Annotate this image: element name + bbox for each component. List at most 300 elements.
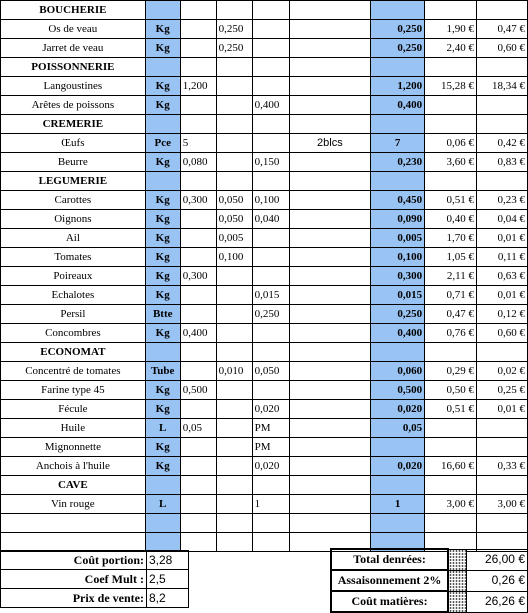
qty-3-cell[interactable] <box>252 39 289 58</box>
item-name[interactable]: Echalotes <box>1 286 146 305</box>
unit-cell[interactable] <box>145 476 180 495</box>
unit-price-cell[interactable] <box>425 172 477 191</box>
unit-cell[interactable]: Kg <box>145 96 180 115</box>
qty-4-cell[interactable] <box>289 343 371 362</box>
qty-4-cell[interactable] <box>289 191 371 210</box>
coef-mult-value[interactable]: 2,5 <box>147 570 189 589</box>
qty-1-cell[interactable] <box>180 229 216 248</box>
unit-cell[interactable]: L <box>145 495 180 514</box>
total-qty-cell[interactable]: 0,060 <box>371 362 425 381</box>
ingredient-row <box>1 77 528 96</box>
qty-3-cell[interactable] <box>252 134 289 153</box>
qty-3-cell[interactable] <box>252 533 289 552</box>
section-header-row <box>1 172 528 191</box>
item-name[interactable]: Persil <box>1 305 146 324</box>
summary-row-cout-matieres <box>331 591 528 612</box>
cost-summary-right <box>330 548 528 613</box>
qty-2-cell[interactable]: 0,050 <box>216 210 252 229</box>
qty-3-cell[interactable] <box>252 229 289 248</box>
sheet-body <box>1 1 528 552</box>
qty-2-cell[interactable]: 0,100 <box>216 248 252 267</box>
unit-price-cell[interactable]: 2,40 € <box>425 39 477 58</box>
total-qty-cell[interactable]: 7 <box>371 134 425 153</box>
qty-1-cell[interactable] <box>180 400 216 419</box>
qty-1-cell[interactable]: 5 <box>180 134 216 153</box>
unit-cell[interactable]: Kg <box>145 457 180 476</box>
total-qty-cell[interactable] <box>371 438 425 457</box>
qty-1-cell[interactable] <box>180 514 216 533</box>
section-title[interactable]: BOUCHERIE <box>1 1 146 20</box>
unit-cell[interactable] <box>145 533 180 552</box>
dotted-separator <box>448 549 466 570</box>
total-qty-cell[interactable]: 0,230 <box>371 153 425 172</box>
unit-price-cell[interactable]: 0,47 € <box>425 305 477 324</box>
item-name[interactable]: Concombres <box>1 324 146 343</box>
section-title[interactable]: CAVE <box>1 476 146 495</box>
item-name[interactable]: Arêtes de poissons <box>1 96 146 115</box>
qty-4-cell[interactable] <box>289 495 371 514</box>
unit-cell[interactable]: Kg <box>145 381 180 400</box>
total-price-cell[interactable] <box>477 115 528 134</box>
total-price-cell[interactable] <box>477 476 528 495</box>
unit-cell[interactable] <box>145 1 180 20</box>
qty-2-cell[interactable] <box>216 286 252 305</box>
unit-price-cell[interactable]: 0,06 € <box>425 134 477 153</box>
qty-3-cell[interactable] <box>252 476 289 495</box>
section-header-row <box>1 476 528 495</box>
item-name[interactable]: Os de veau <box>1 20 146 39</box>
total-price-cell[interactable]: 0,02 € <box>477 362 528 381</box>
qty-2-cell[interactable] <box>216 343 252 362</box>
qty-3-cell[interactable]: 1 <box>252 495 289 514</box>
qty-1-cell[interactable]: 0,400 <box>180 324 216 343</box>
qty-1-cell[interactable] <box>180 1 216 20</box>
total-denrees-label: Total denrées: <box>331 549 448 570</box>
total-price-cell[interactable]: 0,01 € <box>477 400 528 419</box>
qty-4-cell[interactable] <box>289 381 371 400</box>
total-price-cell[interactable] <box>477 58 528 77</box>
qty-3-cell[interactable] <box>252 514 289 533</box>
qty-2-cell[interactable] <box>216 514 252 533</box>
total-qty-cell[interactable]: 0,400 <box>371 324 425 343</box>
total-qty-cell[interactable] <box>371 343 425 362</box>
qty-1-cell[interactable]: 0,300 <box>180 191 216 210</box>
qty-1-cell[interactable] <box>180 248 216 267</box>
unit-price-cell[interactable]: 0,50 € <box>425 381 477 400</box>
total-qty-cell[interactable]: 0,300 <box>371 267 425 286</box>
total-price-cell[interactable] <box>477 514 528 533</box>
section-header-row <box>1 1 528 20</box>
total-price-cell[interactable]: 0,01 € <box>477 229 528 248</box>
qty-1-cell[interactable] <box>180 343 216 362</box>
qty-3-cell[interactable]: 0,250 <box>252 305 289 324</box>
total-qty-cell[interactable]: 0,400 <box>371 96 425 115</box>
unit-price-cell[interactable]: 0,40 € <box>425 210 477 229</box>
qty-1-cell[interactable] <box>180 362 216 381</box>
total-price-cell[interactable] <box>477 419 528 438</box>
total-price-cell[interactable]: 0,12 € <box>477 305 528 324</box>
unit-cell[interactable] <box>145 172 180 191</box>
total-price-cell[interactable]: 0,04 € <box>477 210 528 229</box>
total-qty-cell[interactable] <box>371 172 425 191</box>
total-price-cell[interactable]: 0,23 € <box>477 191 528 210</box>
ingredient-row <box>1 381 528 400</box>
ingredient-row <box>1 248 528 267</box>
unit-price-cell[interactable]: 3,60 € <box>425 153 477 172</box>
qty-2-cell[interactable] <box>216 115 252 134</box>
qty-2-cell[interactable] <box>216 1 252 20</box>
ingredient-row <box>1 438 528 457</box>
qty-2-cell[interactable] <box>216 77 252 96</box>
total-price-cell[interactable]: 0,33 € <box>477 457 528 476</box>
section-header-row <box>1 343 528 362</box>
total-qty-cell[interactable] <box>371 514 425 533</box>
qty-1-cell[interactable] <box>180 115 216 134</box>
total-qty-cell[interactable]: 0,250 <box>371 39 425 58</box>
unit-price-cell[interactable]: 2,11 € <box>425 267 477 286</box>
ingredient-row <box>1 191 528 210</box>
item-name[interactable]: Huile <box>1 419 146 438</box>
qty-4-cell[interactable] <box>289 267 371 286</box>
item-name[interactable]: Langoustines <box>1 77 146 96</box>
item-name[interactable]: Œufs <box>1 134 146 153</box>
total-qty-cell[interactable]: 1 <box>371 495 425 514</box>
unit-cell[interactable]: Kg <box>145 400 180 419</box>
total-qty-cell[interactable]: 0,450 <box>371 191 425 210</box>
qty-1-cell[interactable] <box>180 457 216 476</box>
qty-4-cell[interactable] <box>289 58 371 77</box>
qty-3-cell[interactable] <box>252 343 289 362</box>
unit-price-cell[interactable] <box>425 58 477 77</box>
qty-3-cell[interactable] <box>252 324 289 343</box>
total-price-cell[interactable]: 0,83 € <box>477 153 528 172</box>
cout-portion-label: Coût portion: <box>1 551 147 570</box>
unit-cell[interactable]: Kg <box>145 286 180 305</box>
qty-3-cell[interactable]: 0,015 <box>252 286 289 305</box>
total-price-cell[interactable] <box>477 1 528 20</box>
item-name[interactable]: Concentré de tomates <box>1 362 146 381</box>
item-name[interactable]: Ail <box>1 229 146 248</box>
total-qty-cell[interactable]: 0,090 <box>371 210 425 229</box>
unit-cell[interactable]: Kg <box>145 267 180 286</box>
qty-2-cell[interactable] <box>216 381 252 400</box>
ingredient-row <box>1 134 528 153</box>
unit-cell[interactable]: Kg <box>145 229 180 248</box>
qty-1-cell[interactable] <box>180 533 216 552</box>
qty-3-cell[interactable]: 0,020 <box>252 400 289 419</box>
qty-1-cell[interactable] <box>180 39 216 58</box>
unit-price-cell[interactable]: 0,71 € <box>425 286 477 305</box>
qty-3-cell[interactable] <box>252 115 289 134</box>
qty-2-cell[interactable] <box>216 267 252 286</box>
qty-3-cell[interactable]: 0,400 <box>252 96 289 115</box>
total-qty-cell[interactable]: 0,020 <box>371 457 425 476</box>
total-price-cell[interactable]: 0,63 € <box>477 267 528 286</box>
qty-4-cell[interactable] <box>289 229 371 248</box>
qty-2-cell[interactable] <box>216 58 252 77</box>
total-qty-cell[interactable]: 0,500 <box>371 381 425 400</box>
total-price-cell[interactable]: 0,11 € <box>477 248 528 267</box>
unit-price-cell[interactable]: 15,28 € <box>425 77 477 96</box>
unit-cell[interactable]: Kg <box>145 77 180 96</box>
qty-1-cell[interactable]: 0,05 <box>180 419 216 438</box>
ingredient-row <box>1 305 528 324</box>
unit-cell[interactable]: Kg <box>145 210 180 229</box>
ingredient-row <box>1 153 528 172</box>
ingredient-row <box>1 20 528 39</box>
unit-price-cell[interactable]: 16,60 € <box>425 457 477 476</box>
assaisonnement-label: Assaisonnement 2% <box>331 570 448 591</box>
unit-cell[interactable]: Kg <box>145 153 180 172</box>
qty-4-cell[interactable] <box>289 39 371 58</box>
qty-3-cell[interactable]: 0,050 <box>252 362 289 381</box>
unit-cell[interactable]: L <box>145 419 180 438</box>
qty-2-cell[interactable] <box>216 134 252 153</box>
unit-cell[interactable]: Pce <box>145 134 180 153</box>
item-name[interactable]: Tomates <box>1 248 146 267</box>
qty-2-cell[interactable]: 0,250 <box>216 39 252 58</box>
qty-2-cell[interactable] <box>216 533 252 552</box>
qty-1-cell[interactable]: 0,080 <box>180 153 216 172</box>
qty-4-cell[interactable] <box>289 438 371 457</box>
total-price-cell[interactable]: 0,42 € <box>477 134 528 153</box>
qty-3-cell[interactable]: 0,100 <box>252 191 289 210</box>
qty-3-cell[interactable] <box>252 1 289 20</box>
unit-cell[interactable]: Kg <box>145 438 180 457</box>
qty-2-cell[interactable] <box>216 400 252 419</box>
section-title[interactable]: CREMERIE <box>1 115 146 134</box>
item-name[interactable] <box>1 533 146 552</box>
unit-price-cell[interactable]: 0,76 € <box>425 324 477 343</box>
qty-4-cell[interactable] <box>289 96 371 115</box>
item-name[interactable]: Vin rouge <box>1 495 146 514</box>
item-name[interactable]: Jarret de veau <box>1 39 146 58</box>
total-price-cell[interactable]: 0,47 € <box>477 20 528 39</box>
qty-1-cell[interactable] <box>180 438 216 457</box>
section-title[interactable]: POISSONNERIE <box>1 58 146 77</box>
unit-price-cell[interactable] <box>425 115 477 134</box>
dotted-separator <box>448 591 466 612</box>
total-qty-cell[interactable]: 1,200 <box>371 77 425 96</box>
qty-4-cell[interactable] <box>289 324 371 343</box>
total-price-cell[interactable] <box>477 343 528 362</box>
unit-price-cell[interactable] <box>425 96 477 115</box>
qty-1-cell[interactable] <box>180 172 216 191</box>
qty-3-cell[interactable] <box>252 267 289 286</box>
unit-cell[interactable]: Kg <box>145 191 180 210</box>
item-name[interactable]: Oignons <box>1 210 146 229</box>
unit-cell[interactable]: Tube <box>145 362 180 381</box>
qty-1-cell[interactable] <box>180 476 216 495</box>
ingredient-row <box>1 39 528 58</box>
qty-2-cell[interactable] <box>216 96 252 115</box>
unit-cell[interactable]: Kg <box>145 324 180 343</box>
qty-3-cell[interactable]: 0,150 <box>252 153 289 172</box>
item-name[interactable]: Poireaux <box>1 267 146 286</box>
summary-row-assaisonnement <box>331 570 528 591</box>
total-price-cell[interactable]: 0,01 € <box>477 286 528 305</box>
unit-price-cell[interactable] <box>425 419 477 438</box>
total-denrees-value[interactable]: 26,00 € <box>467 549 528 570</box>
assaisonnement-value[interactable]: 0,26 € <box>467 570 528 591</box>
total-qty-cell[interactable]: 0,005 <box>371 229 425 248</box>
section-title[interactable]: ECONOMAT <box>1 343 146 362</box>
qty-3-cell[interactable] <box>252 20 289 39</box>
qty-2-cell[interactable] <box>216 419 252 438</box>
qty-2-cell[interactable]: 0,010 <box>216 362 252 381</box>
qty-2-cell[interactable] <box>216 438 252 457</box>
unit-price-cell[interactable] <box>425 1 477 20</box>
ingredient-row <box>1 267 528 286</box>
unit-price-cell[interactable]: 1,90 € <box>425 20 477 39</box>
unit-price-cell[interactable] <box>425 438 477 457</box>
unit-price-cell[interactable]: 0,51 € <box>425 191 477 210</box>
unit-cell[interactable] <box>145 115 180 134</box>
qty-1-cell[interactable] <box>180 58 216 77</box>
total-price-cell[interactable] <box>477 96 528 115</box>
qty-1-cell[interactable]: 0,300 <box>180 267 216 286</box>
qty-4-cell[interactable] <box>289 153 371 172</box>
qty-4-cell[interactable] <box>289 20 371 39</box>
qty-4-cell[interactable] <box>289 400 371 419</box>
cout-portion-value[interactable]: 3,28 <box>147 551 189 570</box>
qty-2-cell[interactable] <box>216 305 252 324</box>
qty-4-cell[interactable] <box>289 172 371 191</box>
qty-2-cell[interactable] <box>216 476 252 495</box>
total-qty-cell[interactable]: 0,05 <box>371 419 425 438</box>
qty-3-cell[interactable] <box>252 381 289 400</box>
item-name[interactable]: Mignonnette <box>1 438 146 457</box>
total-price-cell[interactable] <box>477 172 528 191</box>
qty-4-cell[interactable] <box>289 514 371 533</box>
unit-cell[interactable] <box>145 514 180 533</box>
qty-2-cell[interactable] <box>216 495 252 514</box>
qty-1-cell[interactable]: 1,200 <box>180 77 216 96</box>
qty-3-cell[interactable] <box>252 172 289 191</box>
item-name[interactable]: Farine type 45 <box>1 381 146 400</box>
qty-4-cell[interactable] <box>289 419 371 438</box>
ingredient-row <box>1 210 528 229</box>
unit-cell[interactable] <box>145 58 180 77</box>
ingredient-row <box>1 229 528 248</box>
ingredient-row <box>1 324 528 343</box>
item-name[interactable]: Beurre <box>1 153 146 172</box>
total-price-cell[interactable]: 0,25 € <box>477 381 528 400</box>
unit-price-cell[interactable]: 0,51 € <box>425 400 477 419</box>
qty-4-cell[interactable] <box>289 1 371 20</box>
ingredient-row <box>1 419 528 438</box>
qty-1-cell[interactable]: 0,500 <box>180 381 216 400</box>
qty-4-cell[interactable] <box>289 476 371 495</box>
qty-3-cell[interactable] <box>252 248 289 267</box>
total-qty-cell[interactable]: 0,020 <box>371 400 425 419</box>
qty-4-cell[interactable]: 2blcs <box>289 134 371 153</box>
total-qty-cell[interactable] <box>371 115 425 134</box>
qty-1-cell[interactable] <box>180 286 216 305</box>
cout-matieres-label: Coût matières: <box>331 591 448 612</box>
unit-price-cell[interactable]: 0,29 € <box>425 362 477 381</box>
qty-2-cell[interactable]: 0,005 <box>216 229 252 248</box>
qty-4-cell[interactable] <box>289 457 371 476</box>
qty-2-cell[interactable]: 0,250 <box>216 20 252 39</box>
qty-2-cell[interactable]: 0,050 <box>216 191 252 210</box>
summary-row-coef-mult <box>1 570 189 589</box>
qty-4-cell[interactable] <box>289 286 371 305</box>
qty-1-cell[interactable] <box>180 210 216 229</box>
item-name[interactable]: Carottes <box>1 191 146 210</box>
total-price-cell[interactable]: 18,34 € <box>477 77 528 96</box>
ingredient-row <box>1 457 528 476</box>
total-price-cell[interactable] <box>477 438 528 457</box>
summary-row-prix-vente <box>1 589 189 608</box>
section-header-row <box>1 58 528 77</box>
unit-cell[interactable]: Kg <box>145 39 180 58</box>
unit-cell[interactable]: Btte <box>145 305 180 324</box>
qty-1-cell[interactable] <box>180 305 216 324</box>
unit-price-cell[interactable]: 3,00 € <box>425 495 477 514</box>
cout-matieres-value[interactable]: 26,26 € <box>467 591 528 612</box>
total-qty-cell[interactable] <box>371 476 425 495</box>
qty-4-cell[interactable] <box>289 248 371 267</box>
unit-cell[interactable]: Kg <box>145 248 180 267</box>
item-name[interactable] <box>1 514 146 533</box>
qty-3-cell[interactable]: PM <box>252 438 289 457</box>
total-qty-cell[interactable]: 0,250 <box>371 20 425 39</box>
qty-3-cell[interactable] <box>252 77 289 96</box>
section-title[interactable]: LEGUMERIE <box>1 172 146 191</box>
prix-vente-value[interactable]: 8,2 <box>147 589 189 608</box>
qty-2-cell[interactable] <box>216 172 252 191</box>
qty-3-cell[interactable] <box>252 58 289 77</box>
total-qty-cell[interactable] <box>371 58 425 77</box>
unit-price-cell[interactable] <box>425 514 477 533</box>
qty-4-cell[interactable] <box>289 210 371 229</box>
qty-4-cell[interactable] <box>289 305 371 324</box>
item-name[interactable]: Fécule <box>1 400 146 419</box>
qty-2-cell[interactable] <box>216 324 252 343</box>
qty-3-cell[interactable]: 0,040 <box>252 210 289 229</box>
qty-1-cell[interactable] <box>180 96 216 115</box>
total-qty-cell[interactable]: 0,100 <box>371 248 425 267</box>
qty-4-cell[interactable] <box>289 77 371 96</box>
section-header-row <box>1 115 528 134</box>
unit-price-cell[interactable]: 1,70 € <box>425 229 477 248</box>
total-qty-cell[interactable] <box>371 1 425 20</box>
unit-cell[interactable]: Kg <box>145 20 180 39</box>
qty-1-cell[interactable] <box>180 495 216 514</box>
unit-price-cell[interactable] <box>425 343 477 362</box>
unit-price-cell[interactable] <box>425 476 477 495</box>
qty-3-cell[interactable]: PM <box>252 419 289 438</box>
qty-2-cell[interactable] <box>216 153 252 172</box>
qty-1-cell[interactable] <box>180 20 216 39</box>
item-name[interactable]: Anchois à l'huile <box>1 457 146 476</box>
qty-3-cell[interactable]: 0,020 <box>252 457 289 476</box>
unit-price-cell[interactable]: 1,05 € <box>425 248 477 267</box>
ingredient-row <box>1 96 528 115</box>
cost-summary-left <box>0 550 189 608</box>
total-qty-cell[interactable]: 0,015 <box>371 286 425 305</box>
qty-4-cell[interactable] <box>289 115 371 134</box>
qty-2-cell[interactable] <box>216 457 252 476</box>
total-price-cell[interactable]: 3,00 € <box>477 495 528 514</box>
unit-cell[interactable] <box>145 343 180 362</box>
qty-4-cell[interactable] <box>289 362 371 381</box>
total-price-cell[interactable]: 0,60 € <box>477 39 528 58</box>
total-price-cell[interactable]: 0,60 € <box>477 324 528 343</box>
ingredient-row <box>1 495 528 514</box>
total-qty-cell[interactable]: 0,250 <box>371 305 425 324</box>
